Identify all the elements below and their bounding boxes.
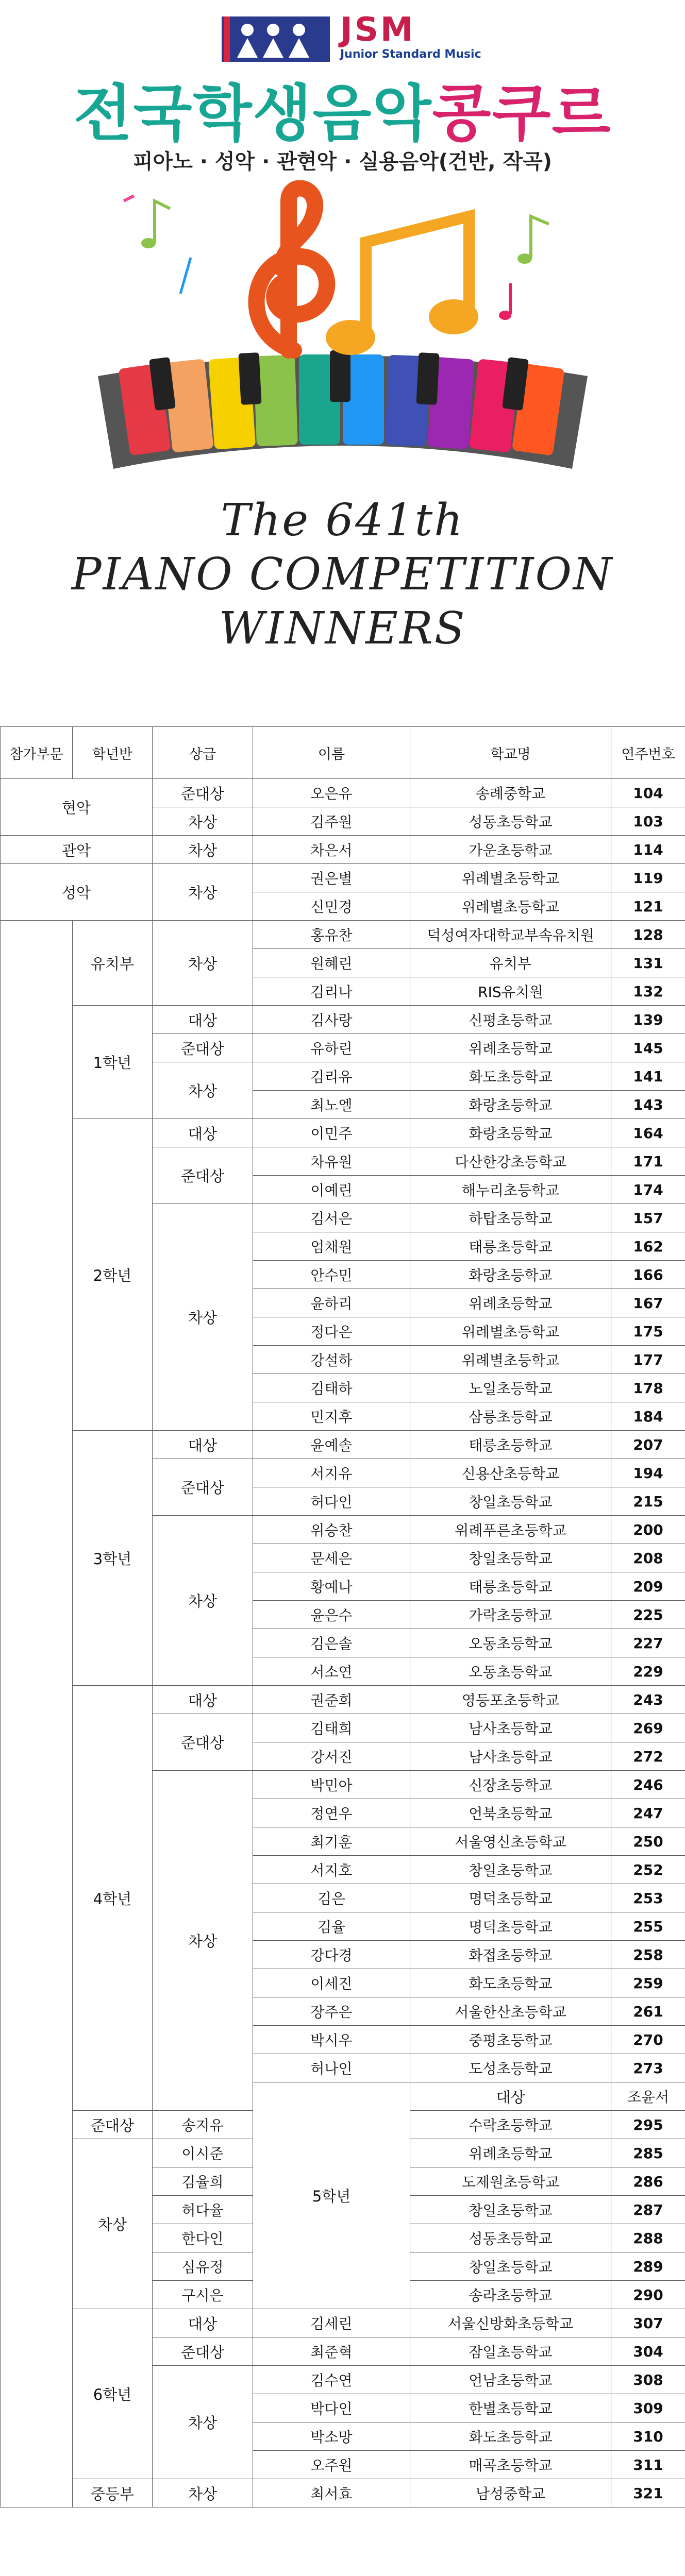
grade-cell: 4학년 [73,1686,153,2111]
school-cell: 창일초등학교 [410,1544,611,1572]
name-cell: 김세린 [253,2309,410,2337]
school-cell: 도성초등학교 [410,2054,611,2082]
performance-number-cell: 269 [611,1714,685,1742]
award-cell: 준대상 [153,779,253,807]
name-cell: 안수민 [253,1261,410,1289]
grade-cell: 1학년 [73,1006,153,1119]
performance-number-cell: 253 [611,1884,685,1912]
name-cell: 문세은 [253,1544,410,1572]
award-cell: 준대상 [153,1714,253,1771]
table-row [1,864,685,892]
title-part-2: 콩쿠르 [432,78,612,149]
performance-number-cell: 167 [611,1289,685,1317]
school-cell: 위례초등학교 [410,1034,611,1062]
school-cell: 남성중학교 [410,2479,611,2507]
name-cell: 이세진 [253,1969,410,1997]
treble-clef-icon [257,188,327,350]
school-cell: 창일초등학교 [410,2252,611,2281]
performance-number-cell: 143 [611,1091,685,1119]
school-cell: 다산한강초등학교 [410,1147,611,1176]
school-cell: 잠일초등학교 [410,2337,611,2366]
school-cell: 유치부 [410,949,611,977]
name-cell: 황예나 [253,1572,410,1601]
column-header: 연주번호 [611,727,685,779]
performance-number-cell: 288 [611,2224,685,2252]
award-cell: 준대상 [73,2111,153,2139]
performance-number-cell: 287 [611,2196,685,2224]
name-cell: 윤하리 [253,1289,410,1317]
name-cell: 위승찬 [253,1516,410,1544]
school-cell: 신평초등학교 [410,1006,611,1034]
school-cell: 화도초등학교 [410,1062,611,1091]
grade-cell: 2학년 [73,1119,153,1431]
school-cell: 서울영신초등학교 [410,1827,611,1856]
name-cell: 차은서 [253,836,410,864]
name-cell: 박시우 [253,2026,410,2054]
performance-number-cell: 162 [611,1232,685,1261]
performance-number-cell: 104 [611,779,685,807]
grade-cell: 3학년 [73,1431,153,1686]
school-cell: 가락초등학교 [410,1601,611,1629]
performance-number-cell: 246 [611,1771,685,1799]
name-cell: 구시은 [153,2281,253,2309]
school-cell: RIS유치원 [410,977,611,1006]
name-cell: 강다경 [253,1941,410,1969]
school-cell: 오동초등학교 [410,1629,611,1657]
table-row [1,1431,685,1459]
school-cell: 한별초등학교 [410,2394,611,2422]
name-cell: 권준희 [253,1686,410,1714]
name-cell: 최서효 [253,2479,410,2507]
performance-number-cell: 304 [611,2337,685,2366]
logo-subtext: Junior Standard Music [340,48,481,61]
name-cell: 김리나 [253,977,410,1006]
performance-number-cell: 321 [611,2479,685,2507]
name-cell: 정연우 [253,1799,410,1827]
school-cell: 수락초등학교 [410,2111,611,2139]
piano-keys-icon [98,350,588,469]
school-cell: 화랑초등학교 [410,1261,611,1289]
name-cell: 박다인 [253,2394,410,2422]
name-cell: 윤은수 [253,1601,410,1629]
performance-number-cell: 229 [611,1657,685,1686]
performance-number-cell: 145 [611,1034,685,1062]
category-cell: 현악 [1,779,153,836]
name-cell: 김주원 [253,807,410,836]
table-header-row [1,727,685,779]
name-cell: 이시준 [153,2139,253,2167]
table-row [1,836,685,864]
music-note-icon [326,216,478,355]
performance-number-cell: 215 [611,1487,685,1516]
column-header: 학교명 [410,727,611,779]
table-row [1,1686,685,1714]
name-cell: 박소망 [253,2422,410,2451]
name-cell: 허다인 [253,1487,410,1516]
school-cell: 위례별초등학교 [410,1346,611,1374]
name-cell: 이예린 [253,1176,410,1204]
competition-title-line3: WINNERS [219,603,466,654]
school-cell: 남사초등학교 [410,1742,611,1771]
category-cell: 관악 [1,836,153,864]
performance-number-cell: 308 [611,2366,685,2394]
performance-number-cell: 177 [611,1346,685,1374]
school-cell: 남사초등학교 [410,1714,611,1742]
name-cell: 한다인 [153,2224,253,2252]
award-cell: 대상 [153,1431,253,1459]
name-cell: 김태희 [253,1714,410,1742]
school-cell: 송라초등학교 [410,2281,611,2309]
school-cell: 송례중학교 [410,779,611,807]
award-cell: 차상 [153,807,253,836]
music-keyboard-illustration [46,180,639,474]
name-cell: 심유정 [153,2252,253,2281]
school-cell: 언남초등학교 [410,2366,611,2394]
performance-number-cell: 119 [611,864,685,892]
performance-number-cell: 258 [611,1941,685,1969]
name-cell: 강설하 [253,1346,410,1374]
performance-number-cell: 208 [611,1544,685,1572]
school-cell: 위례별초등학교 [410,864,611,892]
name-cell: 원혜린 [253,949,410,977]
award-cell: 차상 [153,921,253,1006]
school-cell: 성동초등학교 [410,807,611,836]
school-cell: 신용산초등학교 [410,1459,611,1487]
award-cell: 준대상 [153,1459,253,1516]
grade-cell: 5학년 [253,2082,410,2309]
performance-number-cell: 166 [611,1261,685,1289]
performance-number-cell: 259 [611,1969,685,1997]
name-cell: 김은솔 [253,1629,410,1657]
name-cell: 신민경 [253,892,410,921]
performance-number-cell: 103 [611,807,685,836]
table-row [1,779,685,807]
performance-number-cell: 247 [611,1799,685,1827]
performance-number-cell: 311 [611,2451,685,2479]
performance-number-cell: 178 [611,1374,685,1402]
school-cell: 가운초등학교 [410,836,611,864]
award-cell: 준대상 [153,1147,253,1204]
name-cell: 홍유찬 [253,921,410,949]
name-cell: 서지호 [253,1856,410,1884]
school-cell: 중평초등학교 [410,2026,611,2054]
name-cell: 김율 [253,1912,410,1941]
award-cell: 대상 [153,1686,253,1714]
award-cell: 준대상 [153,1034,253,1062]
school-cell: 창일초등학교 [410,1487,611,1516]
performance-number-cell: 132 [611,977,685,1006]
name-cell: 오주원 [253,2451,410,2479]
school-cell: 삼릉초등학교 [410,1402,611,1431]
school-cell: 서울신방화초등학교 [410,2309,611,2337]
school-cell: 매곡초등학교 [410,2451,611,2479]
school-cell: 위례별초등학교 [410,1317,611,1346]
performance-number-cell: 227 [611,1629,685,1657]
school-cell: 화도초등학교 [410,1969,611,1997]
performance-number-cell: 194 [611,1459,685,1487]
school-cell: 위례별초등학교 [410,892,611,921]
award-cell: 차상 [153,836,253,864]
performance-number-cell: 131 [611,949,685,977]
school-cell: 위례초등학교 [410,1289,611,1317]
school-cell: 서울한산초등학교 [410,1997,611,2026]
name-cell: 김태하 [253,1374,410,1402]
performance-number-cell: 309 [611,2394,685,2422]
name-cell: 강서진 [253,1742,410,1771]
table-row [1,2309,685,2337]
performance-number-cell: 252 [611,1856,685,1884]
name-cell: 김수연 [253,2366,410,2394]
jsm-logo [216,11,484,68]
competition-title-line1: The 641th [221,495,464,546]
award-cell: 차상 [153,1062,253,1119]
name-cell: 송지유 [153,2111,253,2139]
school-cell: 덕성여자대학교부속유치원 [410,921,611,949]
title-part-1: 전국학생음악 [73,78,432,149]
poster-title [0,77,685,149]
performance-number-cell: 225 [611,1601,685,1629]
school-cell: 노일초등학교 [410,1374,611,1402]
name-cell: 김리유 [253,1062,410,1091]
school-cell: 위례초등학교 [410,2139,611,2167]
performance-number-cell: 174 [611,1176,685,1204]
name-cell: 박민아 [253,1771,410,1799]
name-cell: 김율희 [153,2167,253,2196]
performance-number-cell: 114 [611,836,685,864]
school-cell: 화랑초등학교 [410,1119,611,1147]
school-cell: 창일초등학교 [410,2196,611,2224]
performance-number-cell: 286 [611,2167,685,2196]
table-body [1,779,685,2507]
performance-number-cell: 290 [611,2281,685,2309]
award-cell: 준대상 [153,2337,253,2366]
school-cell: 언북초등학교 [410,1799,611,1827]
name-cell: 엄채원 [253,1232,410,1261]
award-cell: 차상 [153,1204,253,1431]
name-cell: 서소연 [253,1657,410,1686]
small-notes-icon [124,196,549,320]
name-cell: 허나인 [253,2054,410,2082]
performance-number-cell: 255 [611,1912,685,1941]
performance-number-cell: 272 [611,1742,685,1771]
performance-number-cell: 209 [611,1572,685,1601]
performance-number-cell: 310 [611,2422,685,2451]
name-cell: 이민주 [253,1119,410,1147]
performance-number-cell: 175 [611,1317,685,1346]
performance-number-cell: 270 [611,2026,685,2054]
poster-subtitle: 피아노 · 성악 · 관현악 · 실용음악(건반, 작곡) [132,150,553,174]
name-cell: 허다율 [153,2196,253,2224]
winners-table [0,726,685,2507]
name-cell: 윤예솔 [253,1431,410,1459]
school-cell: 화접초등학교 [410,1941,611,1969]
school-cell: 태릉초등학교 [410,1572,611,1601]
name-cell: 유하린 [253,1034,410,1062]
school-cell: 창일초등학교 [410,1856,611,1884]
category-cell [1,921,73,2507]
award-cell: 차상 [153,2366,253,2479]
table-row [1,1006,685,1034]
name-cell: 조윤서 [611,2082,685,2111]
logo-figures-icon [216,11,330,68]
grade-cell: 유치부 [73,921,153,1006]
school-cell: 신장초등학교 [410,1771,611,1799]
award-cell: 대상 [153,2309,253,2337]
school-cell: 오동초등학교 [410,1657,611,1686]
table-row [1,1119,685,1147]
school-cell: 하탑초등학교 [410,1204,611,1232]
name-cell: 김사랑 [253,1006,410,1034]
performance-number-cell: 200 [611,1516,685,1544]
name-cell: 권은별 [253,864,410,892]
school-cell: 명덕초등학교 [410,1884,611,1912]
grade-cell: 중등부 [73,2479,153,2507]
logo-text: JSM [340,11,415,49]
name-cell: 최노엘 [253,1091,410,1119]
performance-number-cell: 139 [611,1006,685,1034]
school-cell: 도제원초등학교 [410,2167,611,2196]
award-cell: 차상 [153,1516,253,1686]
award-cell: 대상 [153,1006,253,1034]
column-header: 상급 [153,727,253,779]
grade-cell: 6학년 [73,2309,153,2479]
name-cell: 김은 [253,1884,410,1912]
name-cell: 차유원 [253,1147,410,1176]
name-cell: 김서은 [253,1204,410,1232]
award-cell: 대상 [410,2082,611,2111]
column-header: 참가부문 [1,727,73,779]
competition-title-line2: PIANO COMPETITION [71,549,614,600]
school-cell: 화도초등학교 [410,2422,611,2451]
performance-number-cell: 295 [611,2111,685,2139]
school-cell: 위례푸른초등학교 [410,1516,611,1544]
name-cell: 장주은 [253,1997,410,2026]
name-cell: 최준혁 [253,2337,410,2366]
performance-number-cell: 273 [611,2054,685,2082]
performance-number-cell: 307 [611,2309,685,2337]
performance-number-cell: 141 [611,1062,685,1091]
poster-header [0,0,685,716]
award-cell: 차상 [153,864,253,921]
winners-table-container [0,726,685,2507]
column-header: 이름 [253,727,410,779]
award-cell: 대상 [153,1119,253,1147]
column-header: 학년반 [73,727,153,779]
school-cell: 성동초등학교 [410,2224,611,2252]
performance-number-cell: 164 [611,1119,685,1147]
table-row [1,2479,685,2507]
table-row [1,921,685,949]
name-cell: 민지후 [253,1402,410,1431]
performance-number-cell: 250 [611,1827,685,1856]
school-cell: 해누리초등학교 [410,1176,611,1204]
performance-number-cell: 243 [611,1686,685,1714]
award-cell: 차상 [73,2139,153,2309]
performance-number-cell: 261 [611,1997,685,2026]
performance-number-cell: 157 [611,1204,685,1232]
performance-number-cell: 285 [611,2139,685,2167]
school-cell: 태릉초등학교 [410,1431,611,1459]
name-cell: 오은유 [253,779,410,807]
school-cell: 화랑초등학교 [410,1091,611,1119]
performance-number-cell: 128 [611,921,685,949]
performance-number-cell: 207 [611,1431,685,1459]
award-cell: 차상 [153,2479,253,2507]
name-cell: 정다은 [253,1317,410,1346]
performance-number-cell: 289 [611,2252,685,2281]
category-cell: 성악 [1,864,153,921]
award-cell: 차상 [153,1771,253,2111]
performance-number-cell: 184 [611,1402,685,1431]
school-cell: 영등포초등학교 [410,1686,611,1714]
school-cell: 태릉초등학교 [410,1232,611,1261]
name-cell: 최기훈 [253,1827,410,1856]
name-cell: 서지유 [253,1459,410,1487]
performance-number-cell: 171 [611,1147,685,1176]
performance-number-cell: 121 [611,892,685,921]
school-cell: 명덕초등학교 [410,1912,611,1941]
